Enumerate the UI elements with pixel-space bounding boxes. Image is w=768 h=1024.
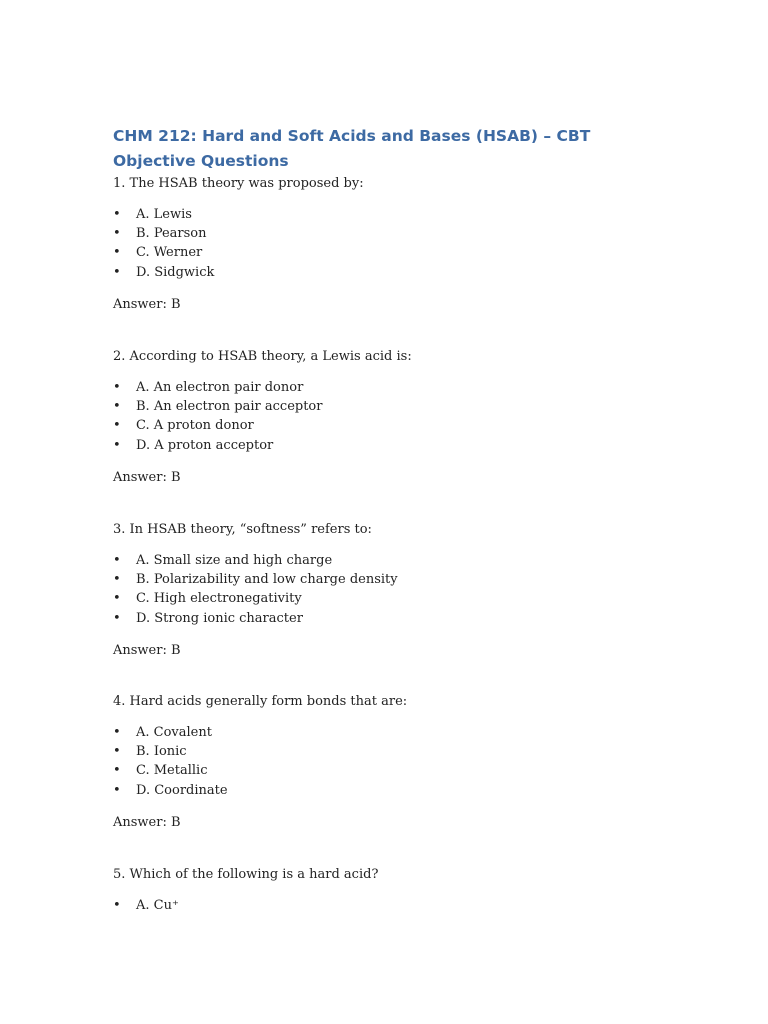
question-5 [113,865,713,915]
option-label: B. An electron pair acceptor [136,399,323,415]
bullet-icon: • [113,572,121,588]
option-item [113,723,713,742]
option-item [113,397,713,416]
option-label: D. Sidgwick [136,264,215,280]
option-label: A. Lewis [136,207,192,222]
option-label: B. Pearson [136,226,207,242]
question-3 [113,520,713,658]
option-item [113,551,713,570]
answer-text: Answer: B [113,815,181,830]
option-label: A. Small size and high charge [136,553,333,568]
option-label: D. A proton acceptor [136,437,274,453]
option-item [113,589,713,608]
option-item [113,570,713,589]
option-label: A. Covalent [136,725,212,740]
bullet-icon: • [113,264,121,280]
bullet-icon: • [113,782,121,798]
bullet-icon: • [113,226,121,242]
option-item [113,896,713,915]
option-label: C. High electronegativity [136,591,302,607]
option-item [113,436,713,455]
bullet-icon: • [113,610,121,626]
bullet-icon: • [113,437,121,453]
option-label: B. Ionic [136,744,187,760]
option-list [113,723,713,800]
option-item [113,378,713,397]
bullet-icon: • [113,898,121,913]
question-2 [113,347,713,485]
bullet-icon: • [113,399,121,415]
question-1 [113,174,713,312]
bullet-icon: • [113,744,121,760]
option-list [113,205,713,282]
option-list [113,896,713,915]
option-list [113,378,713,455]
option-label: A. An electron pair donor [136,380,304,395]
option-item [113,243,713,262]
option-label: B. Polarizability and low charge density [136,572,398,588]
bullet-icon: • [113,591,121,607]
question-text: 4. Hard acids generally form bonds that are: [113,694,408,709]
option-label: D. Strong ionic character [136,610,303,626]
bullet-icon: • [113,725,121,740]
bullet-icon: • [113,418,121,434]
document-title: CHM 212: Hard and Soft Acids and Bases (HSAB) – CBT Objective Questions [113,127,591,170]
option-label: D. Coordinate [136,782,228,798]
answer-text: Answer: B [113,297,181,312]
bullet-icon: • [113,553,121,568]
question-text: 3. In HSAB theory, “softness” refers to: [113,522,372,537]
question-text: 1. The HSAB theory was proposed by: [113,176,364,191]
option-item [113,609,713,628]
option-list [113,551,713,628]
option-label: C. Metallic [136,763,208,779]
option-item [113,224,713,243]
answer-text: Answer: B [113,470,181,485]
option-item [113,781,713,800]
bullet-icon: • [113,763,121,779]
option-label: C. A proton donor [136,418,254,434]
option-item [113,263,713,282]
option-label: C. Werner [136,245,203,261]
option-item [113,761,713,780]
question-text: 2. According to HSAB theory, a Lewis acid is: [113,349,412,364]
bullet-icon: • [113,245,121,261]
bullet-icon: • [113,380,121,395]
option-item [113,416,713,435]
bullet-icon: • [113,207,121,222]
option-label: A. Cu⁺ [136,898,179,913]
question-4 [113,692,713,830]
option-item [113,205,713,224]
question-text: 5. Which of the following is a hard acid? [113,867,379,882]
option-item [113,742,713,761]
answer-text: Answer: B [113,643,181,658]
